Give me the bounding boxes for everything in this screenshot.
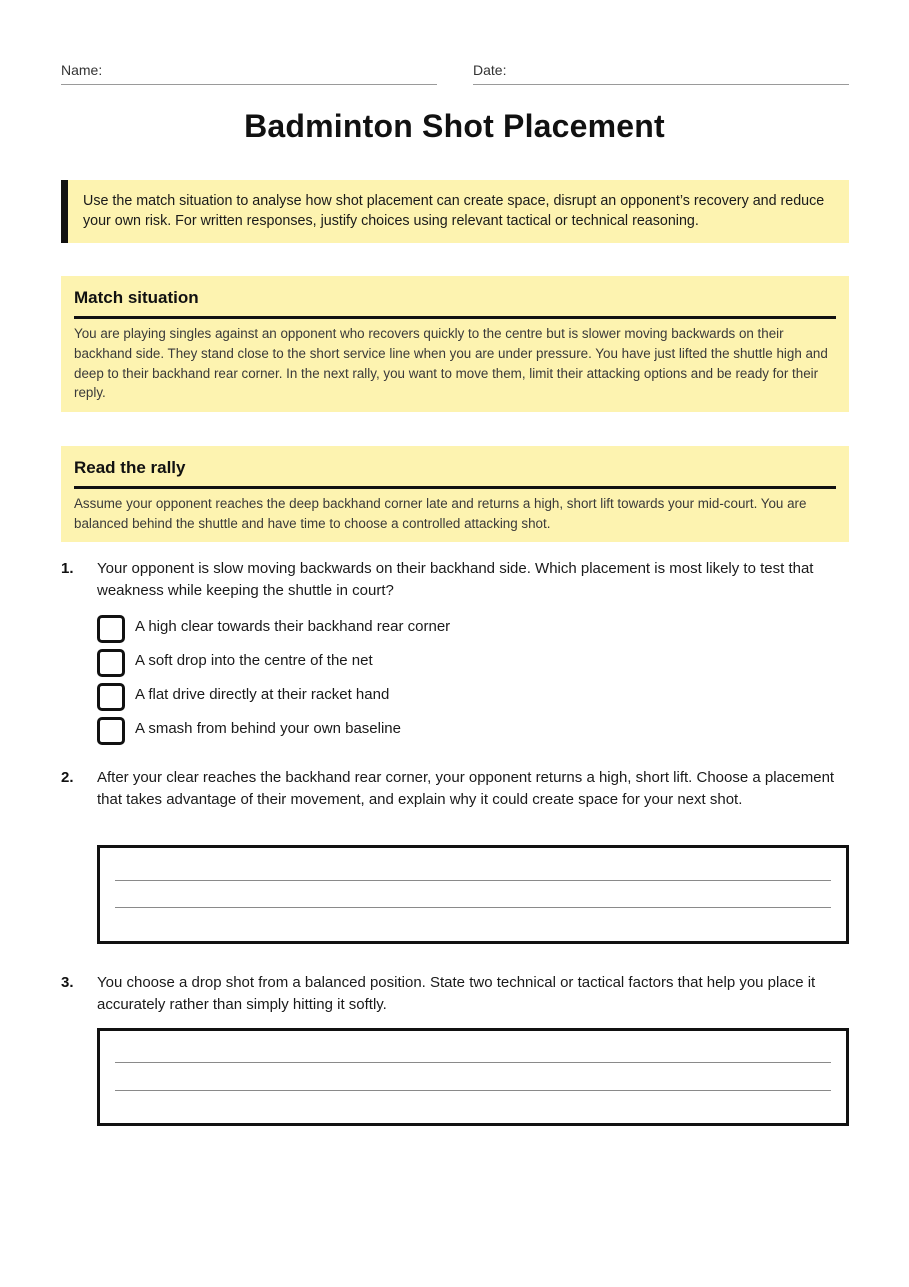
match-situation-text: You are playing singles against an opponent who recovers quickly to the centre but is slower moving backwards on their backhand side. They stand close to the short service line when you are under pressure. You have just lifted the shuttle high and deep to their backhand rear corner. In the next rally, you want to move them, limit their attacking options and be ready for their reply. [74, 326, 828, 401]
question-1-text: Your opponent is slow moving backwards on their backhand side. Which placement is most likely to test that weakness while keeping the shuttle in court? [97, 560, 814, 599]
match-situation-title: Match situation [74, 276, 836, 319]
intro-callout: Use the match situation to analyse how shot placement can create space, disrupt an opponent’s recovery and reduce your own risk. For written responses, justify choices using relevant tactical or technical reasoning. [61, 180, 849, 243]
answer-line [115, 907, 831, 908]
read-rally-panel [61, 446, 849, 542]
read-rally-text: Assume your opponent reaches the deep backhand corner late and returns a high, short lift towards your mid-court. You are balanced behind the shuttle and have time to choose a controlled attacking shot. [74, 496, 807, 531]
question-1-option-1[interactable] [97, 615, 450, 643]
question-3-number: 3. [61, 974, 74, 991]
answer-line [115, 880, 831, 881]
match-situation-panel [61, 276, 849, 412]
page-title: Badminton Shot Placement [244, 108, 665, 144]
read-rally-title: Read the rally [74, 446, 836, 489]
question-1-number: 1. [61, 560, 74, 577]
question-2-number: 2. [61, 769, 74, 786]
date-label: Date: [473, 62, 507, 78]
answer-line [115, 1062, 831, 1063]
checkbox[interactable] [97, 615, 125, 643]
question-2-text: After your clear reaches the backhand rear corner, your opponent returns a high, short lift. Choose a placement that takes advantage of their movement, and explain why it could create space for your next shot. [97, 769, 835, 808]
question-3-answer-box[interactable] [97, 1028, 849, 1126]
checkbox[interactable] [97, 649, 125, 677]
question-1-option-3[interactable] [97, 683, 389, 711]
question-1-option-4[interactable] [97, 717, 401, 745]
option-label: A smash from behind your own baseline [135, 719, 401, 737]
option-label: A flat drive directly at their racket hand [135, 685, 390, 703]
name-label: Name: [61, 62, 103, 78]
option-label: A soft drop into the centre of the net [135, 651, 373, 669]
checkbox[interactable] [97, 683, 125, 711]
name-field[interactable] [61, 62, 437, 85]
date-field[interactable] [473, 62, 849, 85]
question-2-answer-box[interactable] [97, 845, 849, 944]
question-3-text: You choose a drop shot from a balanced position. State two technical or tactical factors that help you place it accurately rather than simply hitting it softly. [97, 974, 816, 1013]
answer-line [115, 1090, 831, 1091]
question-1-option-2[interactable] [97, 649, 373, 677]
option-label: A high clear towards their backhand rear corner [135, 617, 451, 635]
header-fields [61, 62, 849, 85]
checkbox[interactable] [97, 717, 125, 745]
